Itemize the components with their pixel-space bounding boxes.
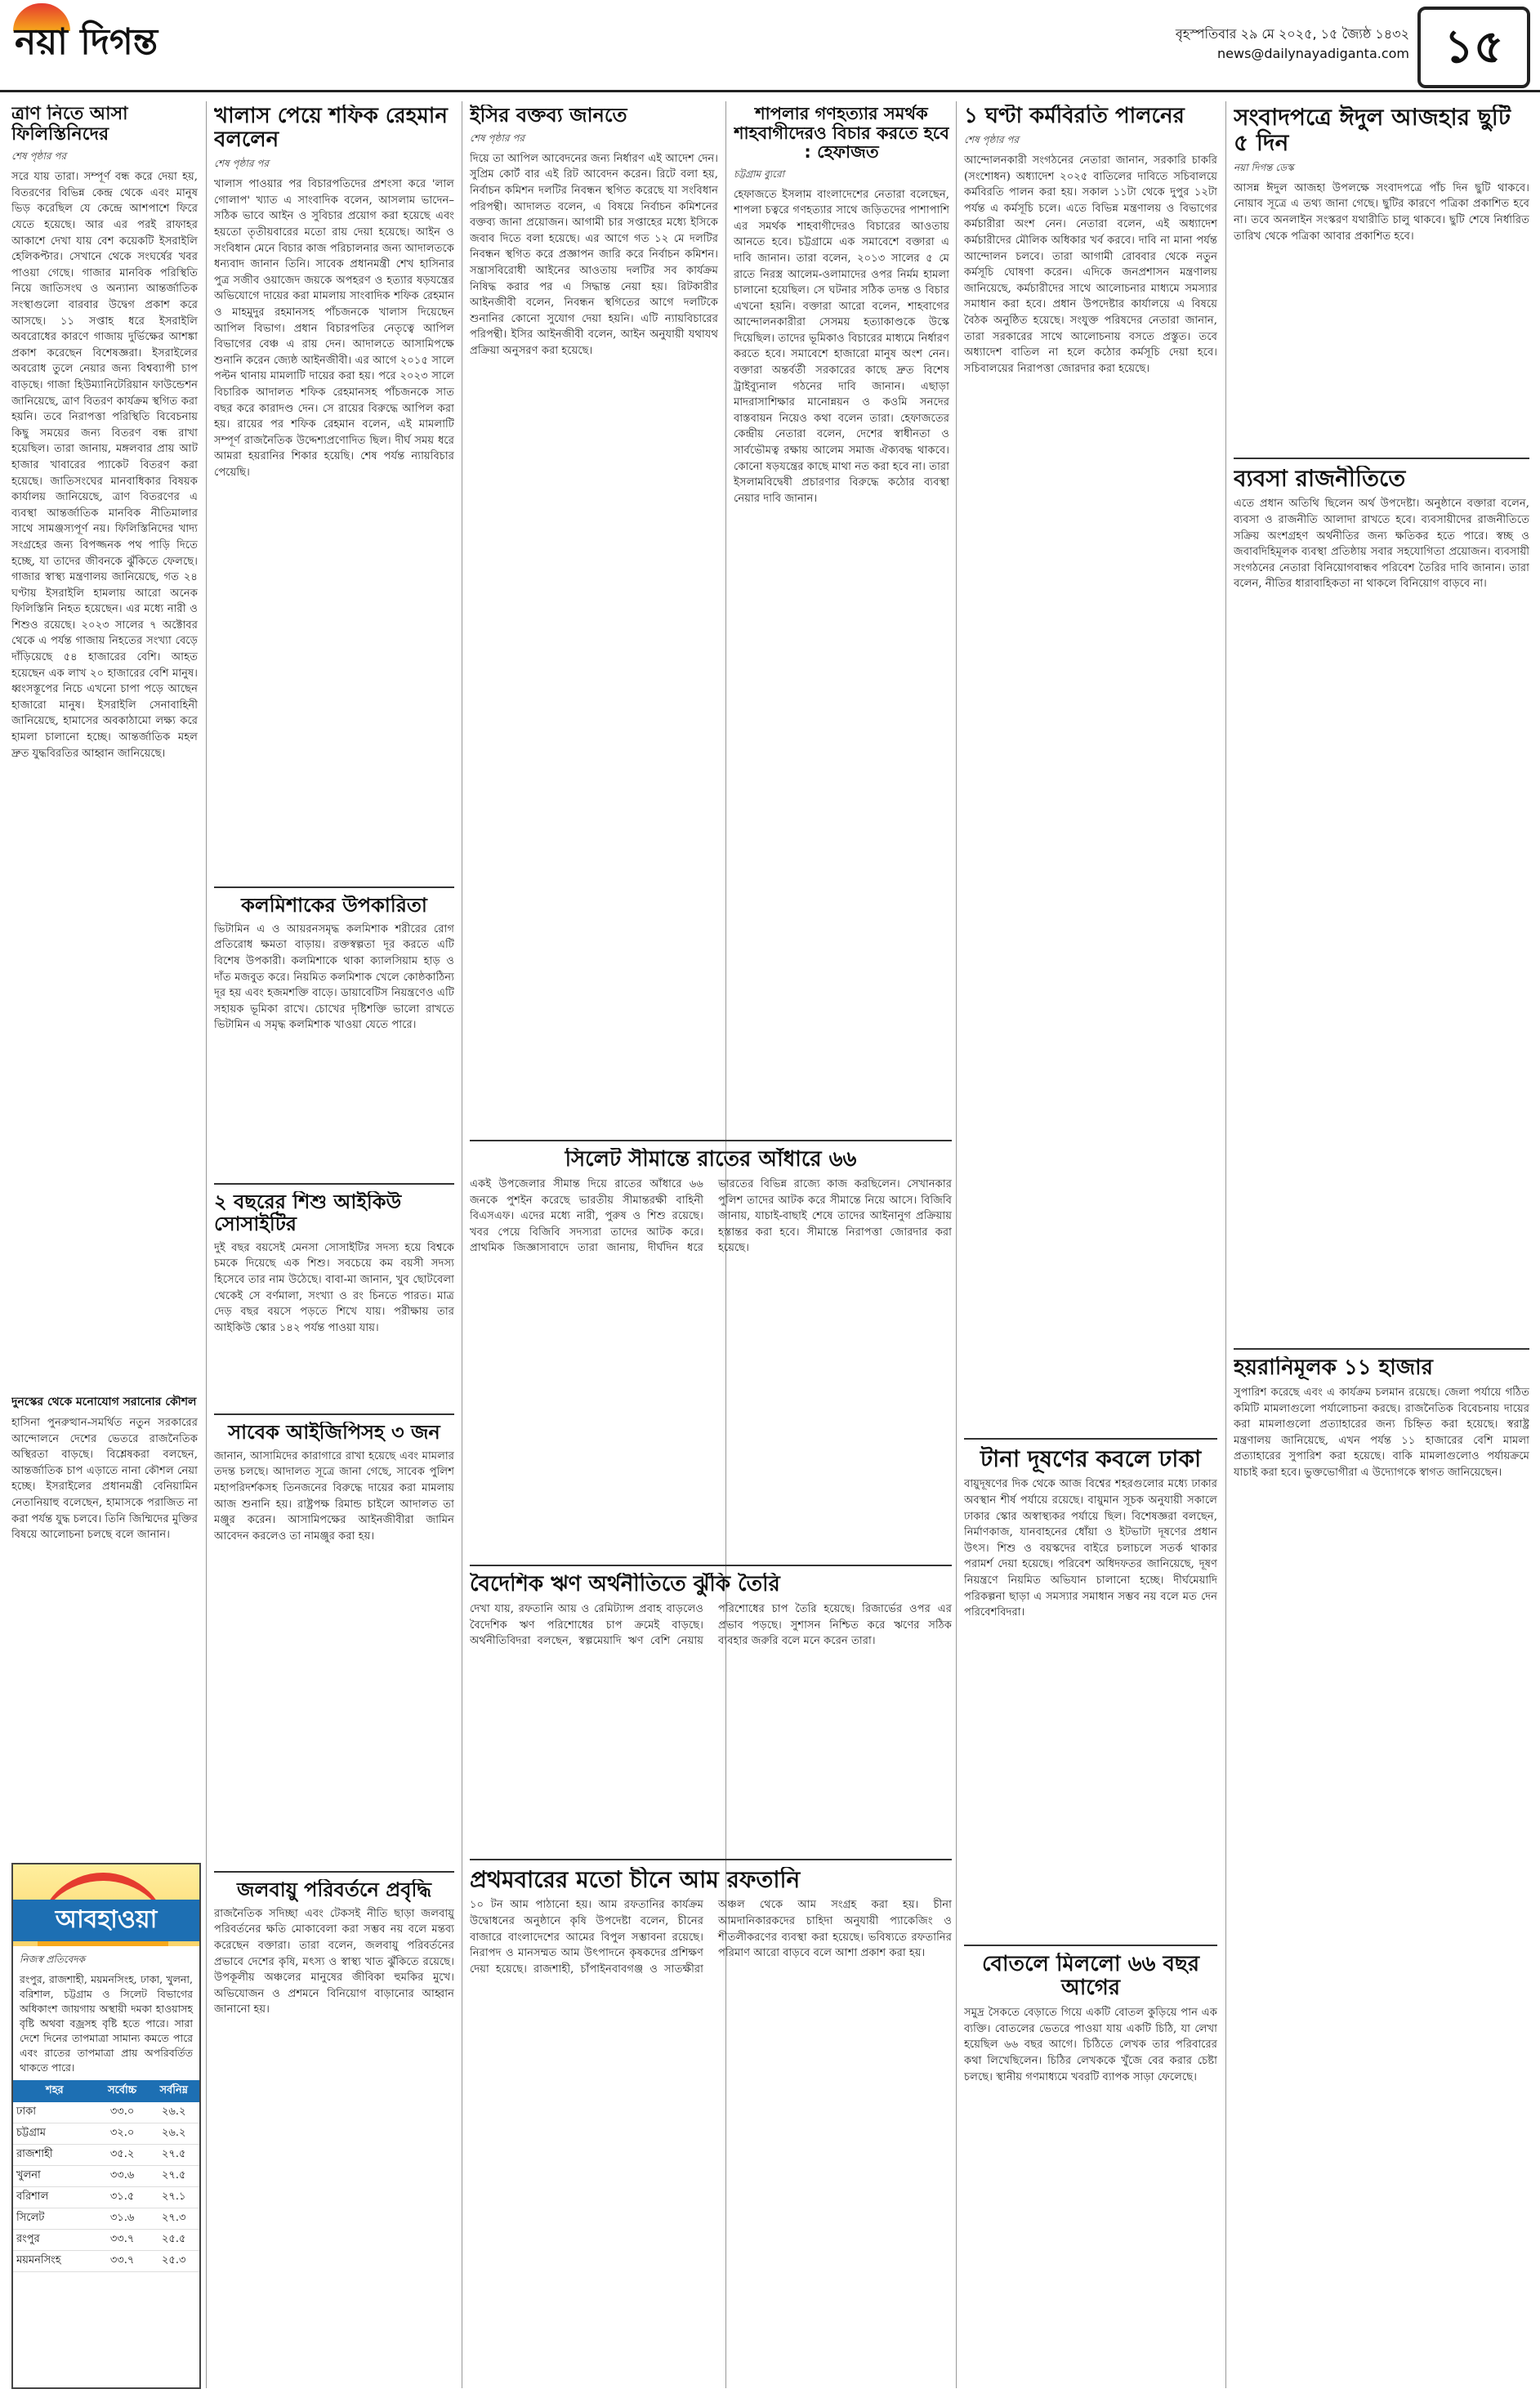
table-cell: ২৬.২ — [148, 2123, 199, 2145]
hefazat-story — [734, 105, 949, 1134]
table-cell: বরিশাল — [13, 2187, 96, 2208]
table-cell: ৩১.৬ — [96, 2208, 149, 2230]
table-cell: সিলেট — [13, 2208, 96, 2230]
table-cell: ৩৩.০ — [96, 2102, 149, 2123]
table-cell: ২৭.৫ — [148, 2145, 199, 2166]
headline[interactable]: বোতলে মিললো ৬৬ বছর আগের — [982, 1953, 1199, 2001]
article-body: সরে যায় তারা। সম্পূর্ণ বন্ধ করে দেয়া হয়, বিতরণের বিভিন্ন কেন্দ্র থেকে এবং মানুষ ভিড় করেছিল যে কেন্দ্রে আশপাশে ফিরে যেতে হয়েছে। আর এর পরই রাফাহর আকাশে দেখা যায় বেশ কয়েকটি ইসরাইলি হেলিকপ্টার। সেখানে থেকে সংঘর্ষের খবর পাওয়া গেছে। গাজার মানবিক পরিস্থিতি নিয়ে জাতিসংঘ ও অন্যান্য আন্তর্জাতিক সংস্থাগুলো বারবার উদ্বেগ প্রকাশ করে আসছে। ১১ সপ্তাহ ধরে ইসরাইলি অবরোধের কারণে গাজায় দুর্ভিক্ষের আশঙ্কা প্রকাশ করেছেন বিশেষজ্ঞরা। ইসরাইলের অবরোধ তুলে নেয়ার জন্য বিশ্বব্যাপী চাপ বাড়ছে। গাজা হিউম্যানিটেরিয়ান ফাউন্ডেশন জানিয়েছে, ত্রাণ বিতরণ কার্যক্রম স্থগিত করা হয়নি। তবে নিরাপত্তা পরিস্থিতি বিবেচনায় কিছু সময়ের জন্য বিতরণ বন্ধ রাখা হয়েছিল। তারা জানায়, মঙ্গলবার প্রায় আট হাজার খাবারের প্যাকেট বিতরণ করা হয়েছে। জাতিসংঘের মানবাধিকার বিষয়ক কার্যালয় জানিয়েছে, ত্রাণ বিতরণের এ ব্যবস্থা আন্তর্জাতিক মানবিক নীতিমালার সাথে সামঞ্জস্যপূর্ণ নয়। ফিলিস্তিনিদের খাদ্য সংগ্রহের জন্য বিপজ্জনক পথ পাড়ি দিতে হচ্ছে, যা তাদের জীবনকে ঝুঁকিতে ফেলছে। গাজার স্বাস্থ্য মন্ত্রণালয় জানিয়েছে, গত ২৪ ঘণ্টায় ইসরাইলি হামলায় আরো অনেক ফিলিস্তিনি নিহত হয়েছেন। এর মধ্যে নারী ও শিশুও রয়েছে। ২০২৩ সালের ৭ অক্টোবর থেকে এ পর্যন্ত গাজায় নিহতের সংখ্যা বেড়ে দাঁড়িয়েছে ৫৪ হাজারের বেশি। আহত হয়েছেন এক লাখ ২০ হাজারের বেশি মানুষ। ধ্বংসস্তূপের নিচে এখনো চাপা পড়ে আছেন হাজারো মানুষ। ইসরাইলি সেনাবাহিনী জানিয়েছে, হামাসের অবকাঠামো লক্ষ্য করে হামলা চালানো হচ্ছে। আন্তর্জাতিক মহল দ্রুত যুদ্ধবিরতির আহ্বান জানিয়েছে। — [11, 171, 198, 760]
continued-label: শেষ পৃষ্ঠার পর — [214, 158, 270, 170]
article-body: হেফাজতে ইসলাম বাংলাদেশের নেতারা বলেছেন, শাপলা চত্বরে গণহত্যার সাথে জড়িতদের পাশাপাশি এর সমর্থক শাহবাগীদেরও বিচারের আওতায় আনতে হবে। চট্টগ্রামে এক সমাবেশে বক্তারা এ দাবি জানান। তারা বলেন, ২০১৩ সালের ৫ মে রাতে নিরস্ত্র আলেম-ওলামাদের ওপর নির্মম হামলা চালানো হয়েছিল। সে ঘটনার সঠিক তদন্ত ও বিচার এখনো হয়নি। বক্তারা আরো বলেন, শাহবাগের আন্দোলনকারীরা সেসময় হত্যাকাণ্ডকে উস্কে দিয়েছিল। তাদের ভূমিকাও বিচারের মাধ্যমে নির্ধারণ করতে হবে। সমাবেশে হাজারো মানুষ অংশ নেন। বক্তারা অন্তর্বর্তী সরকারের কাছে দ্রুত বিশেষ ট্রাইব্যুনাল গঠনের দাবি জানান। এছাড়া মাদরাসাশিক্ষার মানোন্নয়ন ও কওমি সনদের বাস্তবায়ন নিয়েও কথা বলেন তারা। হেফাজতের কেন্দ্রীয় নেতারা বলেন, দেশের স্বাধীনতা ও সার্বভৌমত্ব রক্ষায় আলেম সমাজ ঐক্যবদ্ধ থাকবে। কোনো ষড়যন্ত্রের কাছে মাথা নত করা হবে না। তারা ইসলামবিদ্বেষী প্রচারণার বিরুদ্ধে কঠোর ব্যবস্থা নেয়ার দাবি জানান। — [734, 188, 949, 505]
continued-label: শেষ পৃষ্ঠার পর — [964, 134, 1020, 146]
table-cell: ২৭.১ — [148, 2187, 199, 2208]
section-rule — [214, 886, 454, 888]
dhaka-pollution-story — [964, 1446, 1217, 1936]
section-rule — [1234, 458, 1529, 459]
table-cell: ২৬.২ — [148, 2102, 199, 2123]
section-rule — [964, 1945, 1217, 1946]
article-body: আন্দোলনকারী সংগঠনের নেতারা জানান, সরকারি চাকরি (সংশোধন) অধ্যাদেশ ২০২৫ বাতিলের দাবিতে সচিবালয়ে কর্মবিরতি পালন করা হয়। সকাল ১১টা থেকে দুপুর ১২টা পর্যন্ত এ কর্মসূচি চলে। এতে বিভিন্ন মন্ত্রণালয় ও বিভাগের কর্মচারীরা অংশ নেন। নেতারা বলেন, এই অধ্যাদেশ কর্মচারীদের মৌলিক অধিকার খর্ব করবে। দাবি না মানা পর্যন্ত আন্দোলন চলবে। তারা আগামী রোববার থেকে নতুন কর্মসূচি ঘোষণা করেন। এদিকে জনপ্রশাসন মন্ত্রণালয় জানিয়েছে, কর্মচারীদের সাথে আলোচনার মাধ্যমে সমস্যার সমাধান করা হবে। প্রধান উপদেষ্টার কার্যালয়ে এ বিষয়ে বৈঠক অনুষ্ঠিত হয়েছে। সংযুক্ত পরিষদের নেতারা জানান, তারা সরকারের সাথে আলোচনায় বসতে প্রস্তুত। তবে অধ্যাদেশ বাতিল না হলে কঠোর কর্মসূচি দেয়া হবে। সচিবালয়ের নিরাপত্তা জোরদার করা হয়েছে। — [964, 154, 1217, 375]
table-cell: ২৭.৫ — [148, 2166, 199, 2187]
section-rule — [214, 1871, 454, 1873]
article-body: ১০ টন আম পাঠানো হয়। আম রফতানির কার্যক্রম উদ্বোধনের অনুষ্ঠানে কৃষি উপদেষ্টা বলেন, চীনের বাজারে বাংলাদেশের আমের বিপুল সম্ভাবনা রয়েছে। নিরাপদ ও মানসম্মত আম উৎপাদনে কৃষকদের প্রশিক্ষণ দেয়া হয়েছে। রাজশাহী, চাঁপাইনবাবগঞ্জ ও সাতক্ষীরা অঞ্চল থেকে আম সংগ্রহ করা হয়। চীনা আমদানিকারকদের চাহিদা অনুযায়ী প্যাকেজিং ও শীতলীকরণের ব্যবস্থা করা হয়েছে। ভবিষ্যতে রফতানির পরিমাণ আরো বাড়বে বলে আশা প্রকাশ করা হয়। — [470, 1899, 952, 1976]
weather-reporter: নিজস্ব প্রতিবেদক — [20, 1954, 86, 1965]
article-body: দিয়ে তা আপিল আবেদনের জন্য নির্ধারণ এই আদেশ দেন। সুপ্রিম কোর্ট বার এই রিট আবেদন করেন। রিটে বলা হয়, নির্বাচন কমিশন দলটির নিবন্ধন স্থগিত করেছে যা সংবিধান পরিপন্থী। আদালত বলেন, এ বিষয়ে নির্বাচন কমিশনের বক্তব্য জানা প্রয়োজন। আগামী চার সপ্তাহের মধ্যে ইসিকে জবাব দিতে বলা হয়েছে। এর আগে গত ১২ মে দলটির নিবন্ধন স্থগিত করে প্রজ্ঞাপন জারি করে নির্বাচন কমিশন। সন্ত্রাসবিরোধী আইনের আওতায় দলটির সব কার্যক্রম নিষিদ্ধ করার পর এ সিদ্ধান্ত নেয়া হয়। রিটকারীর আইনজীবী বলেন, নিবন্ধন স্থগিতের আগে দলটিকে শুনানির কোনো সুযোগ দেয়া হয়নি। এটি ন্যায়বিচারের পরিপন্থী। ইসির আইনজীবী বলেন, আইন অনুযায়ী যথাযথ প্রক্রিয়া অনুসরণ করা হয়েছে। — [470, 152, 718, 357]
table-row — [13, 2102, 199, 2123]
table-header: শহর — [13, 2080, 96, 2102]
article-body: এতে প্রধান অতিথি ছিলেন অর্থ উপদেষ্টা। অনুষ্ঠানে বক্তারা বলেন, ব্যবসা ও রাজনীতি আলাদা রাখতে হবে। ব্যবসায়ীদের রাজনীতিতে সক্রিয় অংশগ্রহণ অর্থনীতির জন্য ক্ষতিকর হতে পারে। স্বচ্ছ ও জবাবদিহিমূলক ব্যবস্থা প্রতিষ্ঠায় সবার সহযোগিতা প্রয়োজন। ব্যবসায়ী সংগঠনের নেতারা বিনিয়োগবান্ধব পরিবেশ তৈরির দাবি জানান। তারা বলেন, নীতির ধারাবাহিকতা না থাকলে বিনিয়োগ বাড়বে না। — [1234, 498, 1529, 591]
article-body: হাসিনা পুনরুত্থান-সমর্থিত নতুন সরকারের আন্দোলনে দেশের ভেতরে রাজনৈতিক অস্থিরতা বাড়ছে। বিশ্লেষকরা বলছেন, আন্তর্জাতিক চাপ এড়াতে নানা কৌশল নেয়া হচ্ছে। ইসরাইলের প্রধানমন্ত্রী বেনিয়ামিন নেতানিয়াহু বলেছেন, হামাসকে পরাজিত না করা পর্যন্ত যুদ্ধ চলবে। তিনি জিম্মিদের মুক্তির বিষয়ে আলোচনা চলছে বলে জানান। — [11, 1417, 198, 1542]
headline[interactable]: প্রথমবারের মতো চীনে আম রফতানি — [470, 1867, 801, 1893]
ec-statement-story — [470, 105, 718, 1085]
table-cell: রাজশাহী — [13, 2145, 96, 2166]
issue-date: বৃহস্পতিবার ২৯ মে ২০২৫, ১৫ জ্যৈষ্ঠ ১৪৩২ — [1175, 26, 1409, 42]
foreign-debt-story — [470, 1573, 952, 1851]
table-row — [13, 2187, 199, 2208]
table-cell: ৩৩.৬ — [96, 2166, 149, 2187]
article-body: জানান, আসামিদের কারাগারে রাখা হয়েছে এবং মামলার তদন্ত চলছে। আদালত সূত্রে জানা গেছে, সাবেক পুলিশ মহাপরিদর্শকসহ তিনজনের বিরুদ্ধে দায়ের করা মামলায় আজ শুনানি হয়। রাষ্ট্রপক্ষ রিমান্ড চাইলে আদালত তা মঞ্জুর করেন। আসামিপক্ষের আইনজীবীরা জামিন আবেদন করলেও তা নামঞ্জুর করা হয়। — [214, 1449, 454, 1543]
eid-holiday-story — [1234, 105, 1529, 448]
sub-headline[interactable]: দুনস্কের থেকে মনোযোগ সরানোর কৌশল — [11, 1395, 197, 1409]
table-cell: ৩৫.২ — [96, 2145, 149, 2166]
table-cell: ৩৩.৭ — [96, 2230, 149, 2251]
iq-society-story — [214, 1191, 454, 1408]
table-row — [13, 2208, 199, 2230]
distraction-strategy-story — [11, 1389, 198, 1855]
headline[interactable]: সাবেক আইজিপিসহ ৩ জন — [228, 1422, 440, 1444]
reporter-byline: নয়া দিগন্ত ডেস্ক — [1234, 161, 1294, 173]
temperature-table — [13, 2080, 199, 2272]
table-header: সর্বনিম্ন — [148, 2080, 199, 2102]
article-body: সমুদ্র সৈকতে বেড়াতে গিয়ে একটি বোতল কুড়িয়ে পান এক ব্যক্তি। বোতলের ভেতরে পাওয়া যায় একটি চিঠি, যা লেখা হয়েছিল ৬৬ বছর আগে। চিঠিতে লেখক তার পরিবারের কথা লিখেছিলেন। চিঠির লেখককে খুঁজে বের করার চেষ্টা চলছে। স্থানীয় গণমাধ্যমে খবরটি ব্যাপক সাড়া ফেলেছে। — [964, 2007, 1217, 2083]
bottle-letter-story — [964, 1953, 1217, 2386]
logo-text: নয়া দিগন্ত — [15, 21, 158, 63]
headline[interactable]: কলমিশাকের উপকারিতা — [241, 895, 427, 917]
headline[interactable]: হয়রানিমূলক ১১ হাজার — [1234, 1356, 1433, 1380]
section-rule — [1234, 1348, 1529, 1350]
headline[interactable]: ২ বছরের শিশু আইকিউ সোসাইটির — [214, 1191, 402, 1235]
section-rule — [470, 1140, 952, 1141]
headline[interactable]: সিলেট সীমান্তে রাতের আঁধারে ৬৬ — [565, 1148, 857, 1172]
table-cell: ৩১.৫ — [96, 2187, 149, 2208]
article-body: বায়ুদূষণের দিক থেকে আজ বিশ্বের শহরগুলোর মধ্যে ঢাকার অবস্থান শীর্ষ পর্যায়ে রয়েছে। বায়ুমান সূচক অনুযায়ী সকালে ঢাকার স্কোর অস্বাস্থ্যকর পর্যায়ে ছিল। বিশেষজ্ঞরা বলছেন, নির্মাণকাজ, যানবাহনের ধোঁয়া ও ইটভাটা দূষণের প্রধান উৎস। শিশু ও বয়স্কদের বাইরে চলাচলে সতর্ক থাকার পরামর্শ দেয়া হয়েছে। পরিবেশ অধিদফতর জানিয়েছে, দূষণ নিয়ন্ত্রণে নিয়মিত অভিযান চালানো হচ্ছে। দীর্ঘমেয়াদি পরিকল্পনা ছাড়া এ সমস্যার সমাধান সম্ভব নয় বলে মত দেন পরিবেশবিদরা। — [964, 1478, 1217, 1619]
table-cell: ৩৩.৭ — [96, 2251, 149, 2272]
weather-banner — [13, 1864, 199, 1946]
table-cell: চট্টগ্রাম — [13, 2123, 96, 2145]
article-body: আসন্ন ঈদুল আজহা উপলক্ষে সংবাদপত্রে পাঁচ দিন ছুটি থাকবে। নোয়াব সূত্রে এ তথ্য জানা গেছে। ছুটির কারণে পত্রিকা প্রকাশিত হবে না। তবে অনলাইন সংস্করণ যথারীতি চালু থাকবে। ছুটি শেষে নির্ধারিত তারিখ থেকে পত্রিকা আবার প্রকাশিত হবে। — [1234, 181, 1529, 243]
weather-text: রংপুর, রাজশাহী, ময়মনসিংহ, ঢাকা, খুলনা, বরিশাল, চট্টগ্রাম ও সিলেট বিভাগের অধিকাংশ জায়গায় অস্থায়ী দমকা হাওয়াসহ বৃষ্টি অথবা বজ্রসহ বৃষ্টি হতে পারে। সারা দেশে দিনের তাপমাত্রা সামান্য কমতে পারে এবং রাতের তাপমাত্রা প্রায় অপরিবর্তিত থাকতে পারে। — [20, 1973, 193, 2074]
column-divider — [956, 101, 957, 2388]
table-row — [13, 2230, 199, 2251]
shafik-rehman-story — [214, 105, 454, 881]
table-header: সর্বোচ্চ — [96, 2080, 149, 2102]
page-number: ১৫ — [1417, 7, 1530, 88]
harassment-cases-story — [1234, 1356, 1529, 2386]
weather-box — [11, 1863, 201, 2389]
headline[interactable]: বৈদেশিক ঋণ অর্থনীতিতে ঝুঁকি তৈরি — [470, 1573, 780, 1596]
table-row — [13, 2251, 199, 2272]
table-row — [13, 2145, 199, 2166]
table-row — [13, 2166, 199, 2187]
continued-label: শেষ পৃষ্ঠার পর — [11, 150, 67, 163]
article-body: একই উপজেলার সীমান্ত দিয়ে রাতের আঁধারে ৬৬ জনকে পুশইন করেছে ভারতীয় সীমান্তরক্ষী বাহিনী বিএসএফ। এদের মধ্যে নারী, পুরুষ ও শিশু রয়েছে। খবর পেয়ে বিজিবি সদস্যরা তাদের আটক করে। প্রাথমিক জিজ্ঞাসাবাদে তারা জানায়, দীর্ঘদিন ধরে ভারতের বিভিন্ন রাজ্যে কাজ করছিলেন। সেখানকার পুলিশ তাদের আটক করে সীমান্তে নিয়ে আসে। বিজিবি জানায়, যাচাই-বাছাই শেষে তাদের আইনানুগ প্রক্রিয়ায় হস্তান্তর করা হবে। সীমান্তে নিরাপত্তা জোরদার করা হয়েছে। — [470, 1178, 952, 1255]
contact-email[interactable]: news@dailynayadiganta.com — [1217, 46, 1409, 61]
column-divider — [1225, 101, 1226, 2388]
headline[interactable]: ইসির বক্তব্য জানতে — [470, 105, 627, 127]
table-cell: ২৫.৫ — [148, 2230, 199, 2251]
article-body: ভিটামিন এ ও আয়রনসমৃদ্ধ কলমিশাক শরীরের রোগ প্রতিরোধ ক্ষমতা বাড়ায়। রক্তস্বল্পতা দূর করতে এটি বিশেষ উপকারী। কলমিশাকে থাকা ক্যালসিয়াম হাড় ও দাঁত মজবুত করে। নিয়মিত কলমিশাক খেলে কোষ্ঠকাঠিন্য দূর হয় এবং হজমশক্তি বাড়ে। ডায়াবেটিস নিয়ন্ত্রণেও এটি সহায়ক ভূমিকা রাখে। চোখের দৃষ্টিশক্তি ভালো রাখতে ভিটামিন এ সমৃদ্ধ কলমিশাক খাওয়া যেতে পারে। — [214, 922, 454, 1032]
weather-title: আবহাওয়া — [13, 1900, 199, 1941]
article-body: দেখা যায়, রফতানি আয় ও রেমিট্যান্স প্রবাহ বাড়লেও বৈদেশিক ঋণ পরিশোধের চাপ ক্রমেই বাড়ছে। অর্থনীতিবিদরা বলছেন, স্বল্পমেয়াদি ঋণ বেশি নেয়ায় পরিশোধের চাপ তৈরি হয়েছে। রিজার্ভের ওপর এর প্রভাব পড়ছে। সুশাসন নিশ্চিত করে ঋণের সঠিক ব্যবহার জরুরি বলে মনে করেন তারা। — [470, 1603, 952, 1648]
business-politics-story — [1234, 466, 1529, 1340]
headline[interactable]: ১ ঘণ্টা কর্মবিরতি পালনের — [964, 105, 1185, 128]
kolmi-shak-story — [214, 895, 454, 1177]
headline[interactable]: ব্যবসা রাজনীতিতে — [1234, 466, 1406, 492]
article-body: সুপারিশ করেছে এবং এ কার্যক্রম চলমান রয়েছে। জেলা পর্যায়ে গঠিত কমিটি মামলাগুলো পর্যালোচনা করছে। রাজনৈতিক বিবেচনায় দায়ের করা মামলাগুলো প্রত্যাহারের জন্য চিহ্নিত করা হয়েছে। স্বরাষ্ট্র মন্ত্রণালয় জানিয়েছে, এখন পর্যন্ত ১১ হাজারের বেশি মামলা প্রত্যাহারের সুপারিশ করা হয়েছে। বাকি মামলাগুলোও পর্যায়ক্রমে যাচাই করা হবে। ভুক্তভোগীরা এ উদ্যোগকে স্বাগত জানিয়েছেন। — [1234, 1387, 1529, 1480]
newspaper-logo[interactable] — [15, 15, 158, 74]
table-cell: রংপুর — [13, 2230, 96, 2251]
table-cell: ঢাকা — [13, 2102, 96, 2123]
climate-change-story — [214, 1879, 454, 2386]
sylhet-border-story — [470, 1148, 952, 1556]
mango-export-story — [470, 1867, 952, 2386]
headline[interactable]: জলবায়ু পরিবর্তনে প্রবৃদ্ধি — [237, 1879, 431, 1901]
table-cell: ২৫.৩ — [148, 2251, 199, 2272]
former-igp-story — [214, 1422, 454, 1863]
reporter-byline: চট্টগ্রাম ব্যুরো — [734, 167, 785, 180]
table-cell: ৩২.০ — [96, 2123, 149, 2145]
article-body: খালাস পাওয়ার পর বিচারপতিদের প্রশংসা করে 'লাল গোলাপ' খ্যাত এ সাংবাদিক বলেন, আসলাম ভাদেন– সঠিক ভাবে আইন ও সুবিচার প্রয়োগ করা হয়েছে এবং হয়তো তৃতীয়বারের মতো রায় দেয়া হয়েছে। আইন ও সংবিধান মেনে বিচার কাজ পরিচালনার জন্য আদালতকে ধন্যবাদ জানান তিনি। সাবেক প্রধানমন্ত্রী শেখ হাসিনার পুত্র সজীব ওয়াজেদ জয়কে অপহরণ ও হত্যার ষড়যন্ত্রের অভিযোগে দায়ের করা মামলায় সাংবাদিক শফিক রেহমান ও মাহমুদুর রহমানসহ পাঁচজনকে খালাস দিয়েছেন আপিল বিভাগ। প্রধান বিচারপতির নেতৃত্বে আপিল বিভাগের বেঞ্চ এ রায় দেন। আদালতে আসামিপক্ষে শুনানি করেন জ্যেষ্ঠ আইনজীবী। এর আগে ২০১৫ সালে পল্টন থানায় মামলাটি দায়ের করা হয়। পরে ২০২৩ সালে বিচারিক আদালত শফিক রেহমানসহ পাঁচজনকে সাত বছর করে কারাদণ্ড দেন। সে রায়ের বিরুদ্ধে আপিল করা হয়। রায়ের পর শফিক রেহমান বলেন, এই মামলাটি সম্পূর্ণ রাজনৈতিক উদ্দেশ্যপ্রণোদিত ছিল। দীর্ঘ সময় ধরে আমরা হয়রানির শিকার হয়েছি। শেষ পর্যন্ত ন্যায়বিচার পেয়েছি। — [214, 178, 454, 479]
section-rule — [964, 1438, 1217, 1440]
section-rule — [214, 1183, 454, 1185]
table-cell: ময়মনসিংহ — [13, 2251, 96, 2272]
headline[interactable]: সংবাদপত্রে ঈদুল আজহার ছুটি ৫ দিন — [1234, 105, 1511, 157]
section-rule — [470, 1565, 952, 1566]
column-divider — [206, 101, 207, 2388]
article-body: দুই বছর বয়সেই মেনসা সোসাইটির সদস্য হয়ে বিশ্বকে চমকে দিয়েছে এক শিশু। সবচেয়ে কম বয়সী সদস্য হিসেবে তার নাম উঠেছে। বাবা-মা জানান, খুব ছোটবেলা থেকেই সে বর্ণমালা, সংখ্যা ও রং চিনতে পারত। মাত্র দেড় বছর বয়সে পড়তে শিখে যায়। পরীক্ষায় তার আইকিউ স্কোর ১৪২ পর্যন্ত পাওয়া যায়। — [214, 1241, 454, 1334]
section-rule — [470, 1859, 952, 1860]
article-body: রাজনৈতিক সদিচ্ছা এবং টেকসই নীতি ছাড়া জলবায়ু পরিবর্তনের ক্ষতি মোকাবেলা করা সম্ভব নয় বলে মন্তব্য করেছেন বক্তারা। তারা বলেন, জলবায়ু পরিবর্তনের প্রভাবে দেশের কৃষি, মৎস্য ও স্বাস্থ্য খাত ঝুঁকিতে রয়েছে। উপকূলীয় অঞ্চলের মানুষের জীবিকা হুমকির মুখে। অভিযোজন ও প্রশমনে বিনিয়োগ বাড়ানোর আহ্বান জানানো হয়। — [214, 1907, 454, 2016]
table-row — [13, 2123, 199, 2145]
work-abstention-story — [964, 105, 1217, 1428]
masthead — [0, 0, 1540, 92]
dateline — [1176, 25, 1409, 64]
headline[interactable]: টানা দূষণের কবলে ঢাকা — [980, 1446, 1202, 1472]
gaza-aid-story — [11, 105, 198, 1379]
section-rule — [214, 1413, 454, 1415]
headline[interactable]: ত্রাণ নিতে আসা ফিলিস্তিনিদের — [11, 105, 128, 145]
table-cell: খুলনা — [13, 2166, 96, 2187]
headline[interactable]: খালাস পেয়ে শফিক রেহমান বললেন — [214, 105, 448, 153]
table-cell: ২৭.৩ — [148, 2208, 199, 2230]
headline[interactable]: শাপলার গণহত্যার সমর্থক শাহবাগীদেরও বিচার করতে হবে : হেফাজত — [734, 105, 949, 163]
continued-label: শেষ পৃষ্ঠার পর — [470, 132, 525, 144]
